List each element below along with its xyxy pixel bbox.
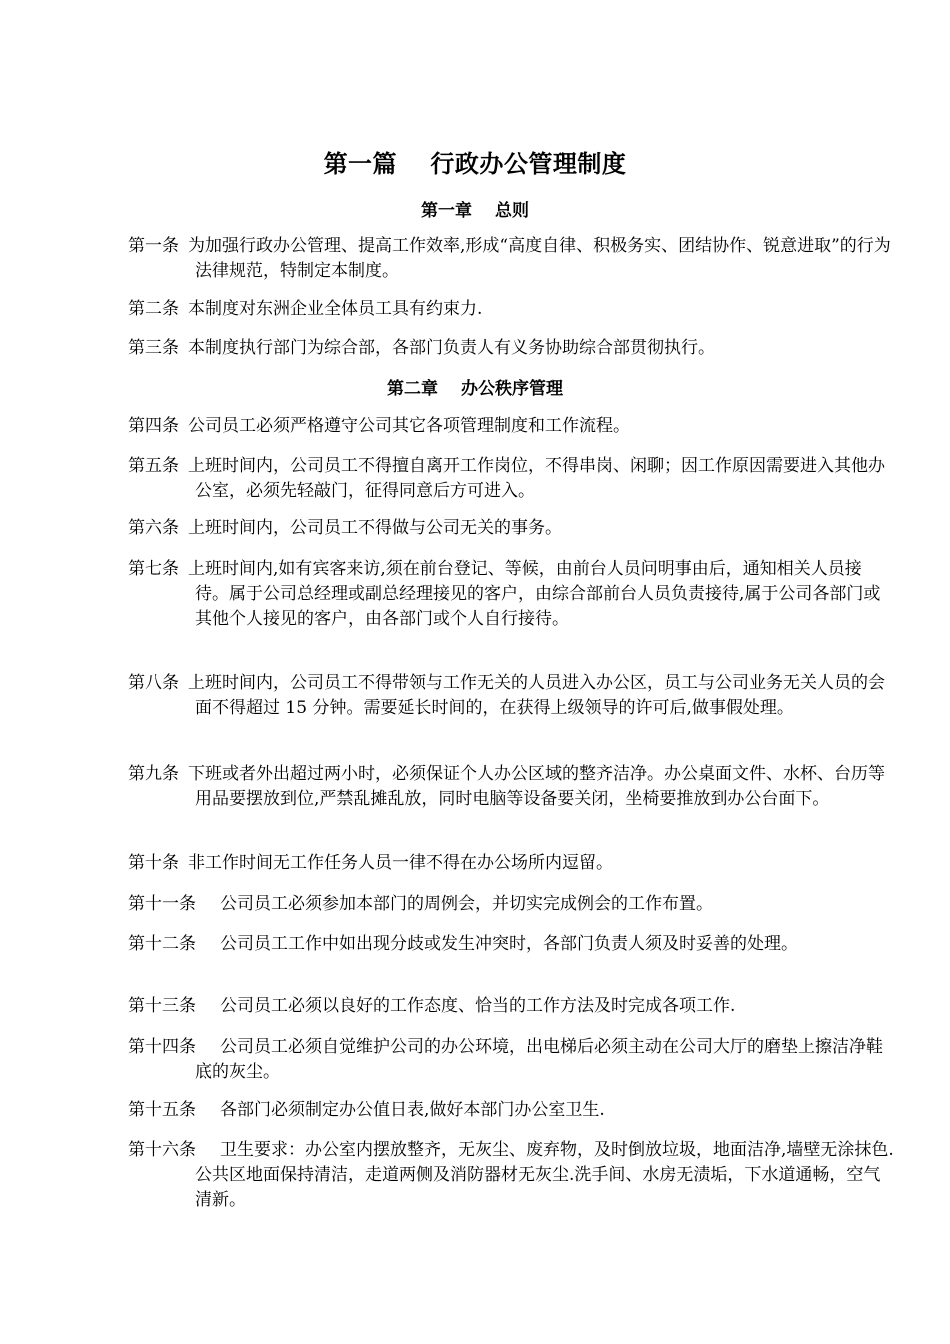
article-text: 各部门必须制定办公值日表,做好本部门办公室卫生. [220,1100,605,1120]
article [128,414,895,439]
article-number: 第一条 [128,236,179,256]
article-text: 公司员工必须自觉维护公司的办公环境，出电梯后必须主动在公司大厅的磨垫上擦洁净鞋底的灰尘。 [195,1037,883,1082]
article-number: 第二条 [128,299,179,319]
article-number: 第四条 [128,416,179,436]
article [128,336,895,361]
article-text: 上班时间内，公司员工不得带领与工作无关的人员进入办公区，员工与公司业务无关人员的会面不得超过 15 分钟。需要延长时间的，在获得上级领导的许可后,做事假处理。 [188,673,885,718]
article-text: 非工作时间无工作任务人员一律不得在办公场所内逗留。 [188,853,613,873]
article-number: 第十条 [128,853,179,873]
article-text: 上班时间内，公司员工不得做与公司无关的事务。 [188,518,562,538]
article [128,454,895,504]
article-number: 第五条 [128,456,179,476]
article-text: 公司员工必须参加本部门的周例会，并切实完成例会的工作布置。 [220,894,713,914]
article [128,994,895,1019]
article-text: 本制度对东洲企业全体员工具有约束力. [188,299,483,319]
article [128,1138,895,1213]
article-number: 第十三条 [128,996,196,1016]
article-number: 第七条 [128,559,179,579]
article-text: 上班时间内,如有宾客来访,须在前台登记、等候，由前台人员问明事由后，通知相关人员接待。属于公司总经理或副总经理接见的客户，由综合部前台人员负责接待,属于公司各部门或其他个人接见的客户，由各部门或个人自行接待。 [188,559,881,629]
article-number: 第十二条 [128,934,196,954]
article [128,1035,895,1085]
article [128,851,895,876]
article [128,1098,895,1123]
article-number: 第六条 [128,518,179,538]
article-number: 第十一条 [128,894,196,914]
chapter-heading: 第二章 办公秩序管理 [387,379,563,399]
article-text: 为加强行政办公管理、提高工作效率,形成“高度自律、积极务实、团结协作、锐意进取”的行为法律规范，特制定本制度。 [188,236,891,281]
article [128,516,895,541]
article-number: 第十四条 [128,1037,196,1057]
article [128,932,895,957]
article-text: 本制度执行部门为综合部，各部门负责人有义务协助综合部贯彻执行。 [188,338,715,358]
article-text: 公司员工必须严格遵守公司其它各项管理制度和工作流程。 [188,416,630,436]
article-text: 上班时间内，公司员工不得擅自离开工作岗位，不得串岗、闲聊；因工作原因需要进入其他办公室，必须先轻敲门，征得同意后方可进入。 [188,456,885,501]
article-text: 公司员工必须以良好的工作态度、恰当的工作方法及时完成各项工作. [220,996,736,1016]
article [128,762,895,812]
document-title: 第一篇 行政办公管理制度 [323,149,627,178]
article-text: 下班或者外出超过两小时，必须保证个人办公区域的整齐洁净。办公桌面文件、水杯、台历等用品要摆放到位,严禁乱摊乱放，同时电脑等设备要关闭，坐椅要推放到办公台面下。 [188,764,885,809]
article-number: 第九条 [128,764,179,784]
article [128,557,895,632]
article [128,297,895,322]
article-number: 第十六条 [128,1140,196,1160]
article-text: 公司员工工作中如出现分歧或发生冲突时，各部门负责人须及时妥善的处理。 [220,934,798,954]
article-number: 第八条 [128,673,179,693]
article [128,892,895,917]
article-number: 第三条 [128,338,179,358]
chapter-heading: 第一章 总则 [421,201,529,221]
article-number: 第十五条 [128,1100,196,1120]
article-text: 卫生要求：办公室内摆放整齐，无灰尘、废弃物，及时倒放垃圾，地面洁净,墙壁无涂抹色.公共区地面保持清洁，走道两侧及消防器材无灰尘.洗手间、水房无渍垢，下水道通畅，空气清新。 [195,1140,894,1210]
article [128,671,895,721]
article [128,234,895,284]
